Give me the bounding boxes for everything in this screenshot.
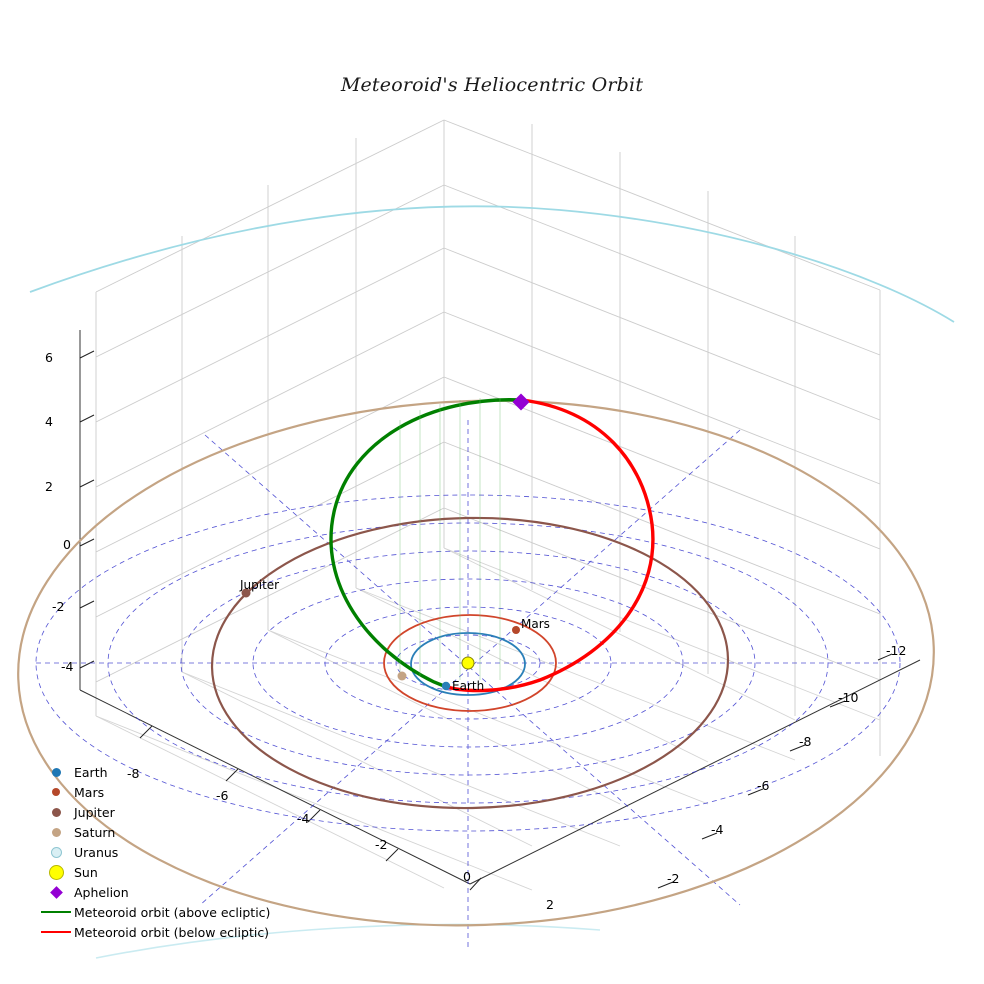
tick-left-3: 0 [63, 537, 71, 552]
saturn-marker-icon [38, 828, 74, 837]
saturn-marker [398, 672, 407, 681]
green-line-icon [38, 911, 74, 913]
tick-bottomleft-0: -8 [127, 766, 140, 781]
tick-bottomleft-2: -4 [297, 811, 310, 826]
tick-bottomleft-1: -6 [216, 788, 229, 803]
annotation-jupiter: Jupiter [240, 578, 280, 592]
tick-bottomleft-4: 0 [463, 869, 471, 884]
legend-label-mars: Mars [74, 784, 105, 800]
tick-left-2: 2 [45, 479, 53, 494]
tick-bottomright-3: -6 [757, 778, 770, 793]
chart-legend [38, 762, 298, 942]
legend-item-aphelion [38, 882, 298, 902]
tick-left-0: 6 [45, 350, 53, 365]
jupiter-marker-icon [38, 808, 74, 817]
aphelion-marker [513, 394, 530, 411]
tick-bottomright-5: -2 [667, 871, 680, 886]
tick-bottomleft-3: -2 [375, 837, 388, 852]
legend-label-earth: Earth [74, 764, 108, 780]
legend-label-uranus: Uranus [74, 844, 119, 860]
legend-label-jupiter: Jupiter [74, 804, 115, 820]
legend-item-meteoroid-below [38, 922, 298, 942]
orbit-meteoroid [331, 398, 653, 691]
legend-item-saturn [38, 822, 298, 842]
chart-title: Meteoroid's Heliocentric Orbit [340, 74, 644, 96]
legend-label-meteoroid-below: Meteoroid orbit (below ecliptic) [74, 924, 270, 940]
tick-left-1: 4 [45, 414, 53, 429]
tick-bottomright-1: -10 [838, 690, 859, 705]
sun-marker-icon [38, 865, 74, 880]
legend-item-meteoroid-above [38, 902, 298, 922]
tick-bottomright-0: -12 [886, 643, 907, 658]
tick-bottomleft-5: 2 [546, 897, 554, 912]
earth-marker-icon [38, 768, 74, 777]
mars-marker-icon [38, 788, 74, 796]
legend-item-mars [38, 782, 298, 802]
sun-marker [462, 657, 474, 669]
annotation-earth: Earth [452, 679, 485, 693]
tick-left-4: -2 [52, 599, 65, 614]
mars-marker [512, 626, 520, 634]
grid-lines [96, 120, 880, 756]
tick-bottomright-4: -4 [711, 822, 724, 837]
legend-label-aphelion: Aphelion [74, 884, 129, 900]
legend-label-saturn: Saturn [74, 824, 116, 840]
legend-item-jupiter [38, 802, 298, 822]
aphelion-marker-icon [38, 888, 74, 897]
legend-item-earth [38, 762, 298, 782]
legend-item-uranus [38, 842, 298, 862]
red-line-icon [38, 931, 74, 933]
legend-label-sun: Sun [74, 864, 98, 880]
tick-left-5: -4 [61, 659, 74, 674]
legend-item-sun [38, 862, 298, 882]
legend-label-meteoroid-above: Meteoroid orbit (above ecliptic) [74, 904, 271, 920]
earth-marker [442, 682, 450, 690]
tick-bottomright-2: -8 [799, 734, 812, 749]
annotation-mars: Mars [521, 617, 550, 631]
uranus-marker-icon [38, 847, 74, 858]
